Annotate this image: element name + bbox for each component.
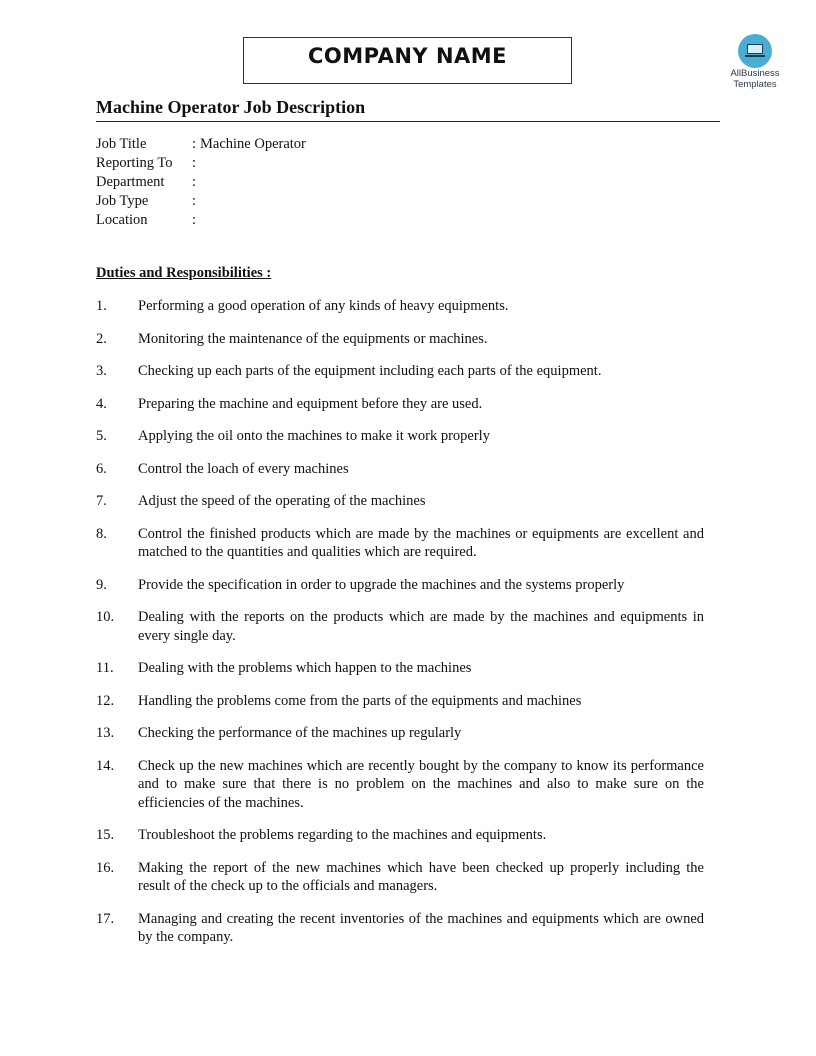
list-item <box>96 576 704 595</box>
list-item <box>96 659 704 678</box>
duty-text: Dealing with the problems which happen to the machines <box>138 660 472 676</box>
title-divider <box>96 121 720 122</box>
company-name-box <box>243 37 572 84</box>
duty-text: Control the loach of every machines <box>138 460 349 477</box>
duty-number: 13. <box>96 725 115 741</box>
duty-text: Managing and creating the recent inventories of the machines and equipments which are owned by the company. <box>138 910 704 945</box>
job-info-row <box>96 211 306 230</box>
duty-number: 8. <box>96 525 107 542</box>
duty-number: 5. <box>96 428 107 444</box>
list-item <box>96 395 704 414</box>
info-separator: : <box>192 193 197 209</box>
duty-number: 4. <box>96 395 107 412</box>
list-item <box>96 525 704 562</box>
info-label-department: Department <box>96 174 165 190</box>
list-item <box>96 362 704 381</box>
logo-text-line1: AllBusiness <box>730 68 780 79</box>
duty-number: 2. <box>96 330 107 347</box>
info-label-job-title: Job Title <box>96 136 147 152</box>
duty-number: 16. <box>96 859 115 876</box>
duty-number: 6. <box>96 460 107 477</box>
duty-text: Provide the specification in order to upgrade the machines and the systems properly <box>138 576 625 593</box>
info-label-reporting-to: Reporting To <box>96 155 173 171</box>
duty-number: 12. <box>96 692 115 709</box>
list-item <box>96 330 704 349</box>
company-name: COMPANY NAME <box>307 44 508 68</box>
job-info-row <box>96 173 306 192</box>
info-value-job-title: Machine Operator <box>200 136 306 152</box>
duty-text: Troubleshoot the problems regarding to the machines and equipments. <box>138 827 547 843</box>
duties-heading: Duties and Responsibilities : <box>96 265 272 281</box>
duty-number: 9. <box>96 576 107 593</box>
info-separator: : <box>192 155 197 171</box>
duty-number: 7. <box>96 493 107 509</box>
list-item <box>96 826 704 845</box>
duty-number: 1. <box>96 298 107 314</box>
laptop-icon <box>738 34 772 68</box>
duty-number: 14. <box>96 757 115 774</box>
duty-text: Performing a good operation of any kinds of heavy equipments. <box>138 298 509 314</box>
duty-number: 3. <box>96 363 107 379</box>
list-item <box>96 427 704 446</box>
duty-text: Adjust the speed of the operating of the machines <box>138 493 426 509</box>
list-item <box>96 859 704 896</box>
allbusiness-templates-logo <box>722 34 788 90</box>
list-item <box>96 910 704 947</box>
duty-text: Check up the new machines which are recently bought by the company to know its performance and to make sure that there is no problem on the machines and also to make sure on the efficiencies of the machines. <box>138 757 704 811</box>
list-item <box>96 492 704 511</box>
list-item <box>96 608 704 645</box>
list-item <box>96 757 704 813</box>
duty-text: Handling the problems come from the parts of the equipments and machines <box>138 692 582 709</box>
duty-text: Monitoring the maintenance of the equipments or machines. <box>138 330 488 347</box>
list-item <box>96 460 704 479</box>
job-info-row <box>96 135 306 154</box>
duty-number: 11. <box>96 660 114 676</box>
info-separator: : <box>192 136 197 152</box>
duty-text: Checking the performance of the machines up regularly <box>138 725 462 741</box>
job-info-row <box>96 154 306 173</box>
list-item <box>96 724 704 743</box>
duty-text: Checking up each parts of the equipment including each parts of the equipment. <box>138 363 602 379</box>
duties-list <box>96 297 704 961</box>
info-label-location: Location <box>96 212 148 228</box>
job-info <box>96 135 306 230</box>
logo-text-line2: Templates <box>733 79 777 90</box>
job-info-row <box>96 192 306 211</box>
duty-number: 15. <box>96 827 115 843</box>
duty-text: Control the finished products which are made by the machines or equipments are excellent and matched to the quantities and qualities which are required. <box>138 525 704 560</box>
list-item <box>96 692 704 711</box>
duty-number: 17. <box>96 910 115 927</box>
duty-text: Making the report of the new machines which have been checked up properly including the result of the check up to the officials and managers. <box>138 859 704 894</box>
duty-text: Applying the oil onto the machines to make it work properly <box>138 428 490 444</box>
info-label-job-type: Job Type <box>96 193 149 209</box>
duty-text: Preparing the machine and equipment before they are used. <box>138 395 483 412</box>
info-separator: : <box>192 174 197 190</box>
duty-text: Dealing with the reports on the products which are made by the machines and equipments in every single day. <box>138 609 704 644</box>
info-separator: : <box>192 212 197 228</box>
document-title: Machine Operator Job Description <box>96 97 366 117</box>
list-item <box>96 297 704 316</box>
duty-number: 10. <box>96 609 115 625</box>
